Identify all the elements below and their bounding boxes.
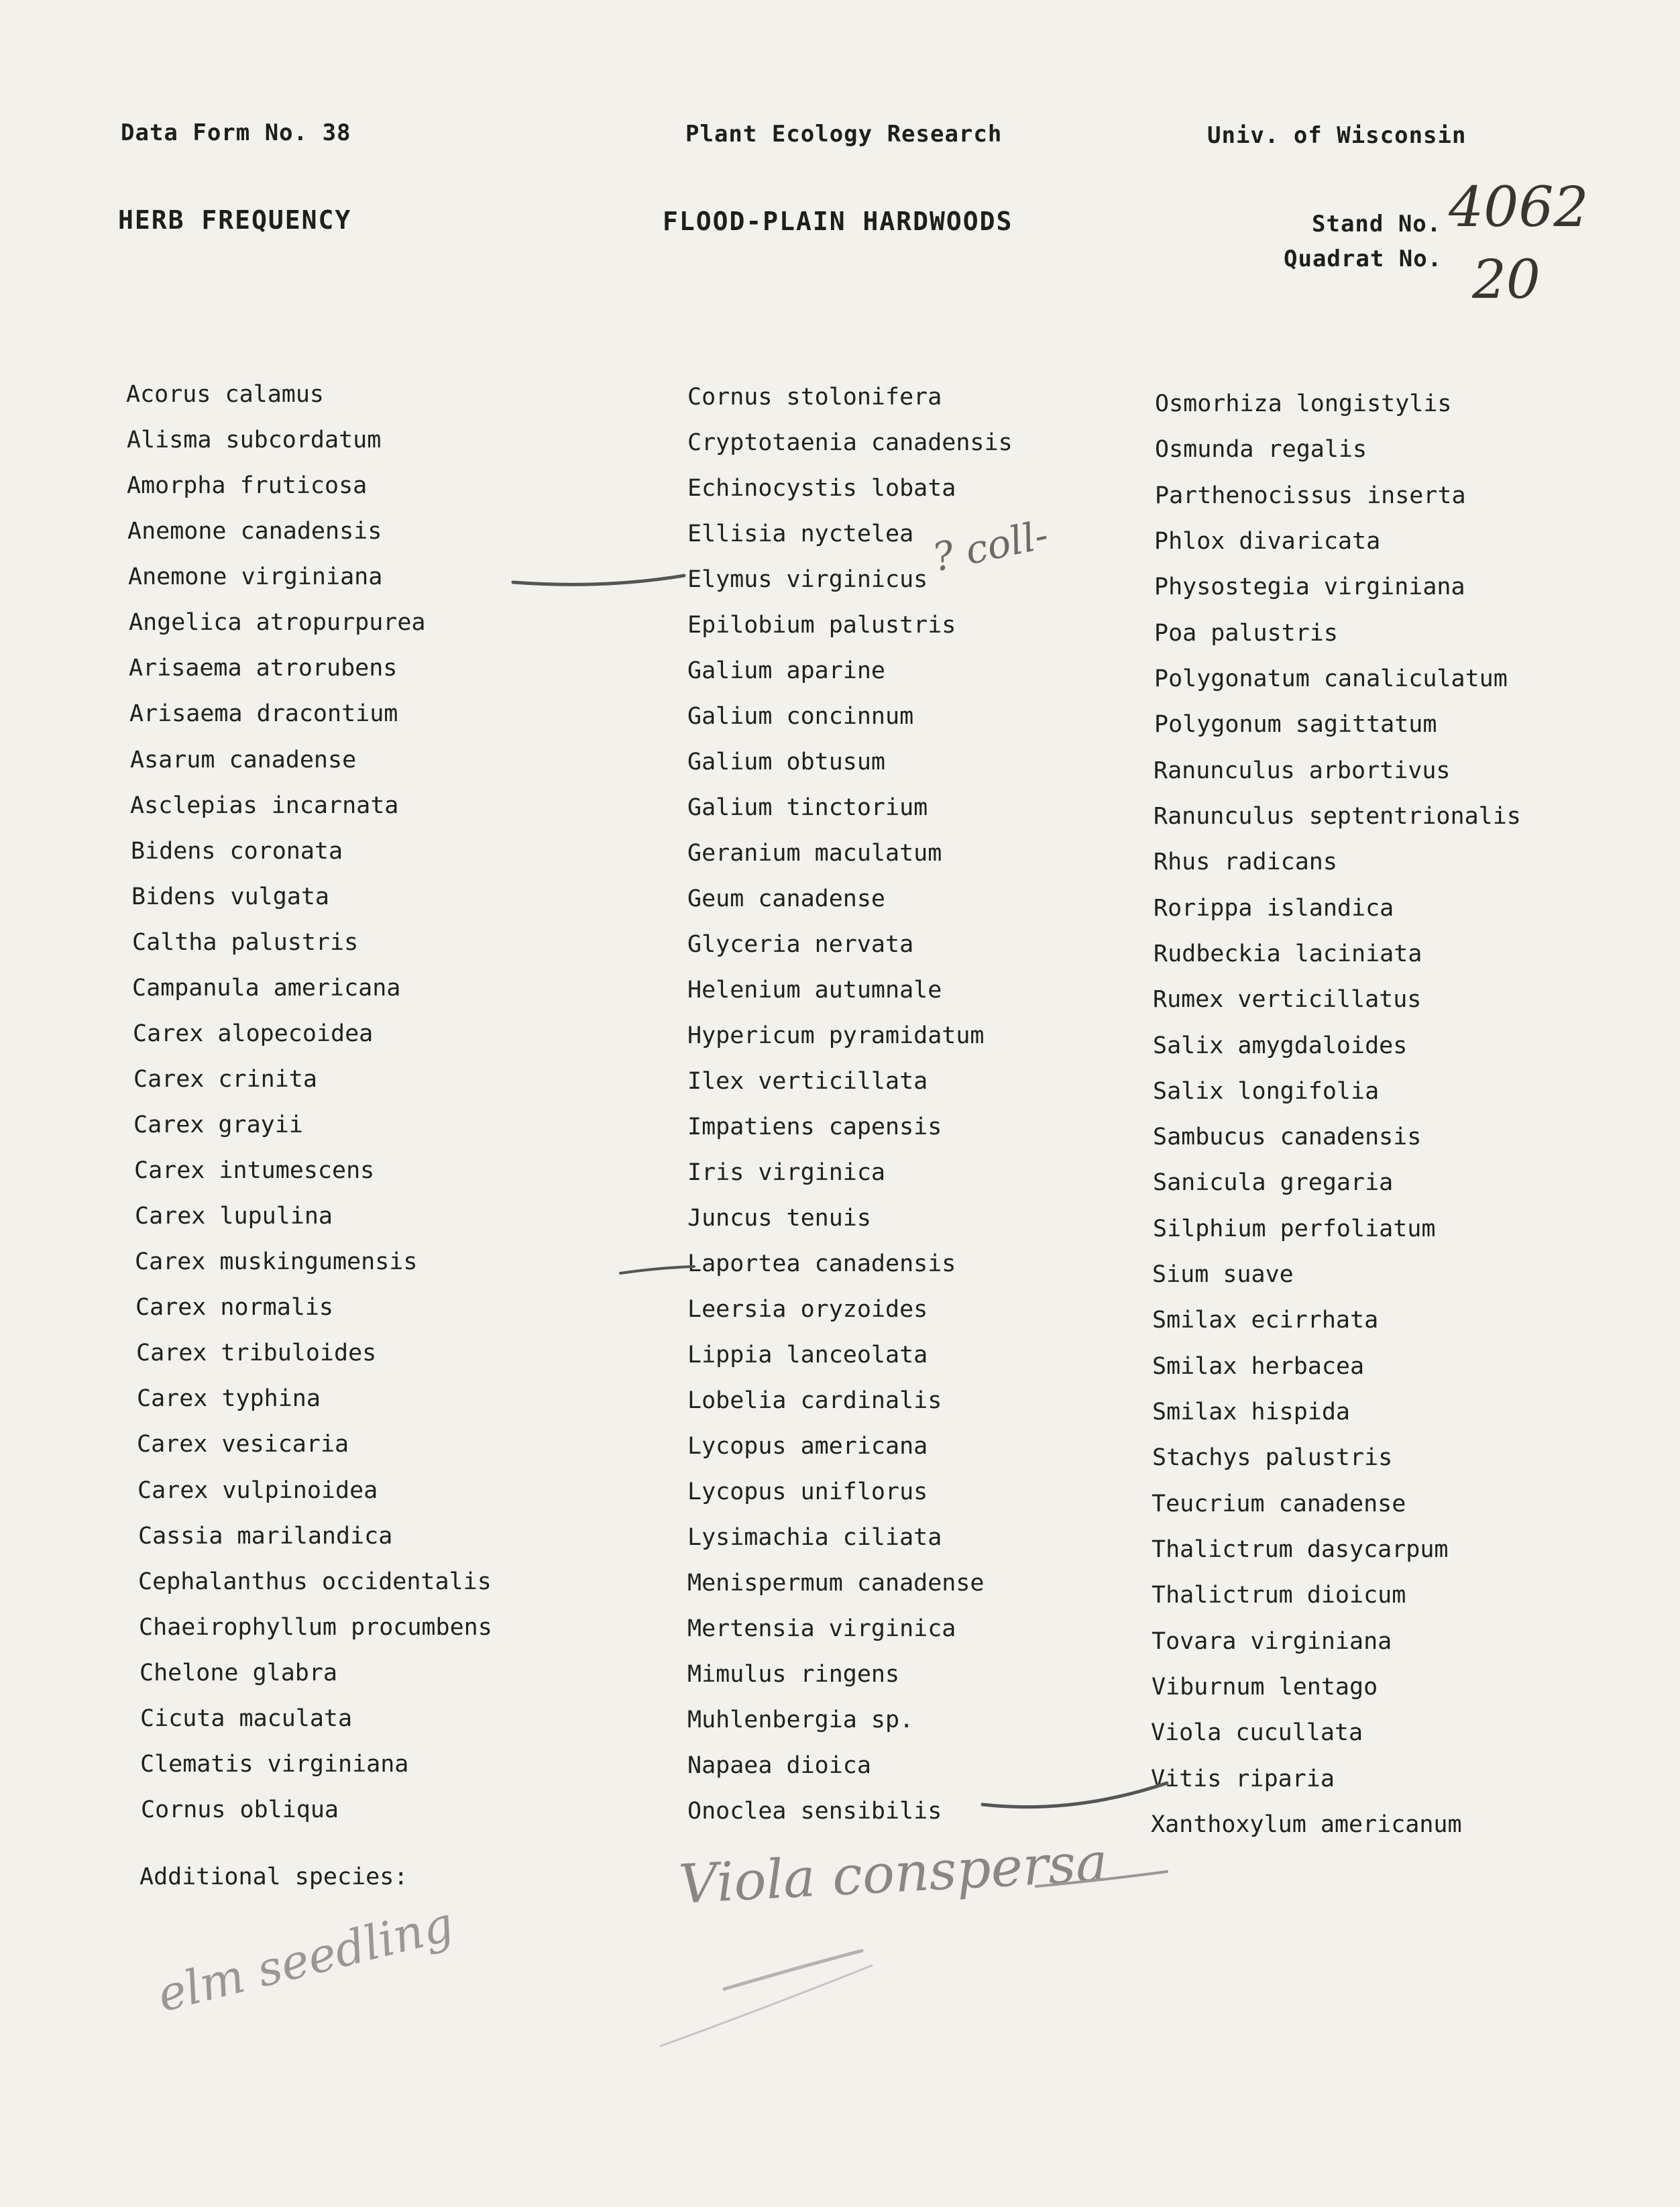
species-item: Arisaema atrorubens (129, 655, 398, 682)
species-item: Cryptotaenia canadensis (687, 429, 1013, 456)
species-item: Elymus virginicus (687, 566, 928, 593)
organization: Plant Ecology Research (685, 121, 1003, 148)
species-item: Rumex verticillatus (1153, 986, 1422, 1013)
species-item: Thalictrum dioicum (1152, 1582, 1406, 1609)
species-item: Iris virginica (687, 1159, 886, 1186)
species-item: Rhus radicans (1154, 849, 1337, 875)
species-item: Asarum canadense (130, 747, 357, 773)
viola-underline (1036, 1872, 1167, 1886)
species-item: Alisma subcordatum (127, 427, 382, 453)
species-item: Menispermum canadense (687, 1570, 985, 1597)
community-title: FLOOD-PLAIN HARDWOODS (663, 207, 1013, 236)
species-item: Arisaema dracontium (129, 700, 398, 727)
species-item: Angelica atropurpurea (129, 609, 426, 636)
species-item: Geranium maculatum (687, 840, 942, 867)
species-item: Acorus calamus (126, 381, 325, 408)
species-item: Mertensia virginica (687, 1615, 956, 1642)
species-item: Teucrium canadense (1152, 1491, 1406, 1517)
species-item: Carex vulpinoidea (137, 1477, 378, 1504)
species-item: Cicuta maculata (140, 1705, 353, 1732)
species-item: Salix longifolia (1153, 1078, 1380, 1105)
species-item: Caltha palustris (132, 929, 359, 956)
species-item: Cornus obliqua (141, 1796, 339, 1823)
species-item: Chelone glabra (139, 1660, 338, 1686)
species-item: Lycopus uniflorus (687, 1478, 928, 1505)
species-item: Clematis virginiana (140, 1751, 409, 1778)
species-item: Polygonum sagittatum (1154, 711, 1437, 738)
species-item: Sambucus canadensis (1153, 1124, 1422, 1150)
species-item: Anemone virginiana (128, 563, 383, 590)
species-item: Osmunda regalis (1155, 436, 1367, 463)
species-item: Salix amygdaloides (1153, 1032, 1408, 1059)
stand-number-handwritten: 4062 (1449, 176, 1589, 239)
species-item: Napaea dioica (687, 1752, 871, 1779)
species-item: Tovara virginiana (1152, 1628, 1392, 1655)
species-item: Anemone canadensis (127, 518, 382, 545)
species-item: Lysimachia ciliata (687, 1524, 942, 1551)
species-item: Viola cucullata (1151, 1719, 1363, 1746)
elymus-annotation: ? coll- (928, 511, 1052, 581)
species-item: Viburnum lentago (1152, 1674, 1378, 1701)
species-item: Cassia marilandica (138, 1523, 393, 1550)
quadrat-label: Quadrat No. (1284, 246, 1443, 272)
species-item: Carex vesicaria (137, 1431, 349, 1458)
university: Univ. of Wisconsin (1207, 122, 1467, 149)
species-item: Vitis riparia (1151, 1766, 1335, 1792)
species-item: Poa palustris (1154, 620, 1338, 647)
species-item: Ellisia nyctelea (687, 521, 914, 547)
species-item: Lippia lanceolata (687, 1342, 928, 1368)
species-item: Smilax hispida (1152, 1399, 1351, 1425)
species-item: Osmorhiza longistylis (1155, 390, 1452, 417)
species-item: Rudbeckia laciniata (1154, 940, 1422, 967)
elymus-tick-mark (513, 576, 684, 584)
species-item: Carex alopecoidea (133, 1020, 374, 1047)
species-item: Carex crinita (133, 1066, 317, 1093)
species-item: Stachys palustris (1152, 1444, 1393, 1471)
species-item: Muhlenbergia sp. (687, 1707, 914, 1733)
species-item: Parthenocissus inserta (1155, 482, 1466, 509)
species-item: Sium suave (1152, 1261, 1294, 1288)
species-item: Hypericum pyramidatum (687, 1022, 985, 1049)
species-item: Epilobium palustris (687, 612, 956, 639)
species-item: Smilax herbacea (1152, 1353, 1365, 1380)
species-item: Laportea canadensis (687, 1250, 956, 1277)
stand-label: Stand No. (1312, 211, 1442, 237)
species-item: Carex grayii (133, 1112, 303, 1138)
species-item: Juncus tenuis (687, 1205, 871, 1232)
species-item: Carex lupulina (135, 1203, 333, 1230)
species-item: Galium tinctorium (687, 794, 928, 821)
species-item: Physostegia virginiana (1154, 574, 1465, 600)
species-item: Xanthoxylum americanum (1151, 1811, 1462, 1838)
species-item: Lobelia cardinalis (687, 1387, 942, 1414)
species-item: Chaeirophyllum procumbens (139, 1614, 492, 1641)
species-item: Cornus stolonifera (687, 384, 942, 411)
form-title: HERB FREQUENCY (118, 205, 352, 235)
species-item: Carex tribuloides (136, 1340, 377, 1366)
additional-species-elm: elm seedling (152, 1896, 459, 2023)
species-item: Ranunculus arbortivus (1154, 757, 1451, 784)
form-number: Data Form No. 38 (121, 119, 351, 146)
species-item: Carex muskingumensis (135, 1248, 418, 1275)
vitis-tick-mark (983, 1783, 1167, 1807)
species-item: Asclepias incarnata (130, 792, 399, 819)
species-item: Amorpha fruticosa (127, 472, 368, 499)
species-item: Lycopus americana (687, 1433, 928, 1460)
species-item: Campanula americana (132, 975, 401, 1002)
species-item: Bidens coronata (131, 838, 343, 865)
species-item: Rorippa islandica (1154, 895, 1394, 922)
species-item: Polygonatum canaliculatum (1154, 665, 1508, 692)
species-item: Onoclea sensibilis (687, 1798, 942, 1825)
species-item: Thalictrum dasycarpum (1152, 1536, 1449, 1563)
species-item: Cephalanthus occidentalis (138, 1568, 492, 1595)
species-item: Mimulus ringens (687, 1661, 900, 1688)
species-item: Echinocystis lobata (687, 475, 956, 502)
laportea-tick-mark (620, 1267, 694, 1273)
species-item: Impatiens capensis (687, 1114, 942, 1140)
species-item: Helenium autumnale (687, 977, 942, 1004)
species-item: Geum canadense (687, 885, 886, 912)
species-item: Galium aparine (687, 657, 886, 684)
species-item: Galium obtusum (687, 749, 886, 775)
pencil-smudge (724, 1951, 862, 1989)
species-item: Carex normalis (135, 1294, 334, 1321)
species-item: Ilex verticillata (687, 1068, 928, 1095)
species-item: Smilax ecirrhata (1152, 1307, 1379, 1334)
species-item: Sanicula gregaria (1153, 1169, 1394, 1196)
species-item: Galium concinnum (687, 703, 914, 730)
species-item: Silphium perfoliatum (1153, 1216, 1436, 1242)
additional-species-label: Additional species: (139, 1864, 408, 1890)
species-item: Phlox divaricata (1154, 528, 1381, 555)
species-item: Ranunculus septentrionalis (1154, 803, 1521, 830)
species-item: Carex intumescens (134, 1157, 375, 1184)
species-item: Leersia oryzoides (687, 1296, 928, 1323)
species-item: Bidens vulgata (131, 883, 330, 910)
quadrat-number-handwritten: 20 (1472, 248, 1541, 311)
species-item: Glyceria nervata (687, 931, 914, 958)
species-item: Carex typhina (137, 1385, 321, 1412)
additional-species-viola: Viola conspersa (677, 1831, 1109, 1916)
